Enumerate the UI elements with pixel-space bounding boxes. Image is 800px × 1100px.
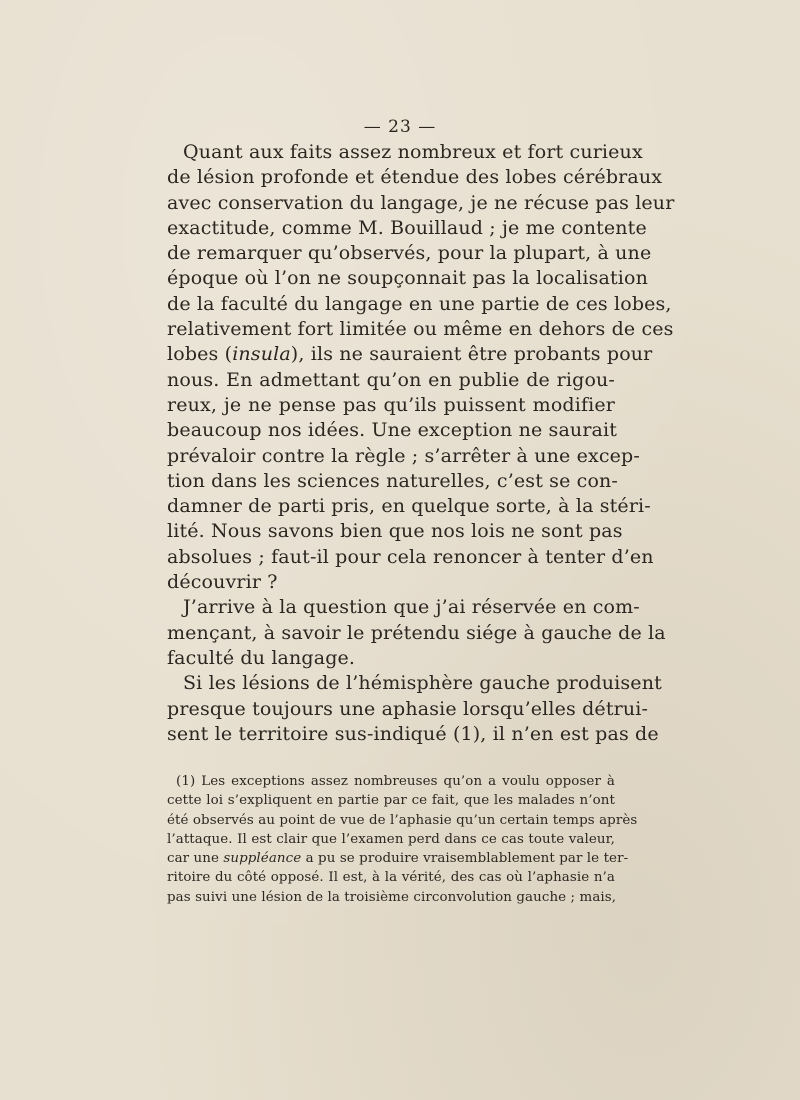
footnote-line: cette loi s’expliquent en partie par ce fait, que les malades n’ont [167, 793, 615, 809]
text-line: beaucoup nos idées. Une exception ne saurait [167, 419, 618, 442]
footnote-line: pas suivi une lésion de la troisième circonvolution gauche ; mais, [167, 889, 617, 905]
text-line-with-italic: lobes (insula), ils ne sauraient être probants pour [167, 343, 653, 366]
text-line: sent le territoire sus-indiqué (1), il n’en est pas de [167, 722, 659, 745]
text-line: exactitude, comme M. Bouillaud ; je me contente [167, 216, 647, 239]
text-line: avec conservation du langage, je ne récuse pas leur [167, 191, 675, 214]
page-number: — 23 — [363, 117, 437, 137]
footnote-line: car une suppléance a pu se produire vraisemblablement par le ter- [167, 851, 629, 867]
text-line: mençant, à savoir le prétendu siége à gauche de la [167, 621, 666, 644]
footnote-line: ritoire du côté opposé. Il est, à la vérité, des cas où l’aphasie n’a [167, 870, 615, 886]
italic-term: insula [232, 343, 291, 366]
body-text [167, 140, 675, 747]
text-line: Si les lésions de l’hémisphère gauche produisent [183, 672, 662, 695]
text-line: de lésion profonde et étendue des lobes cérébraux [167, 166, 663, 189]
text-line: nous. En admettant qu’on en publie de rigou- [167, 368, 615, 391]
footnote [167, 772, 638, 907]
footnote-line: été observés au point de vue de l’aphasie qu’un certain temps après [167, 812, 638, 828]
text-line: prévaloir contre la règle ; s’arrêter à une excep- [167, 444, 640, 467]
footnote-line: l’attaque. Il est clair que l’examen perd dans ce cas toute valeur, [167, 831, 615, 847]
text-line: reux, je ne pense pas qu’ils puissent modifier [167, 393, 615, 416]
text-line: de la faculté du langage en une partie de ces lobes, [167, 292, 672, 315]
text-line: absolues ; faut-il pour cela renoncer à tenter d’en [167, 545, 654, 568]
text-line: lité. Nous savons bien que nos lois ne sont pas [167, 520, 623, 543]
text-line: de remarquer qu’observés, pour la plupart, à une [167, 242, 652, 265]
text-line: J’arrive à la question que j’ai réservée en com- [183, 596, 640, 619]
text-line: faculté du langage. [167, 646, 356, 669]
text-line: tion dans les sciences naturelles, c’est se con- [167, 469, 618, 492]
text-line: Quant aux faits assez nombreux et fort curieux [183, 141, 643, 163]
footnote-line: (1) Les exceptions assez nombreuses qu’on a voulu opposer à [176, 774, 615, 789]
text-line: damner de parti pris, en quelque sorte, à la stéri- [167, 495, 651, 518]
text-line: relativement fort limitée ou même en dehors de ces [167, 318, 674, 341]
text-line: époque où l’on ne soupçonnait pas la localisation [167, 267, 648, 290]
italic-term: suppléance [223, 851, 302, 867]
text-line: découvrir ? [167, 571, 278, 594]
text-line: presque toujours une aphasie lorsqu’elles détrui- [167, 697, 649, 720]
